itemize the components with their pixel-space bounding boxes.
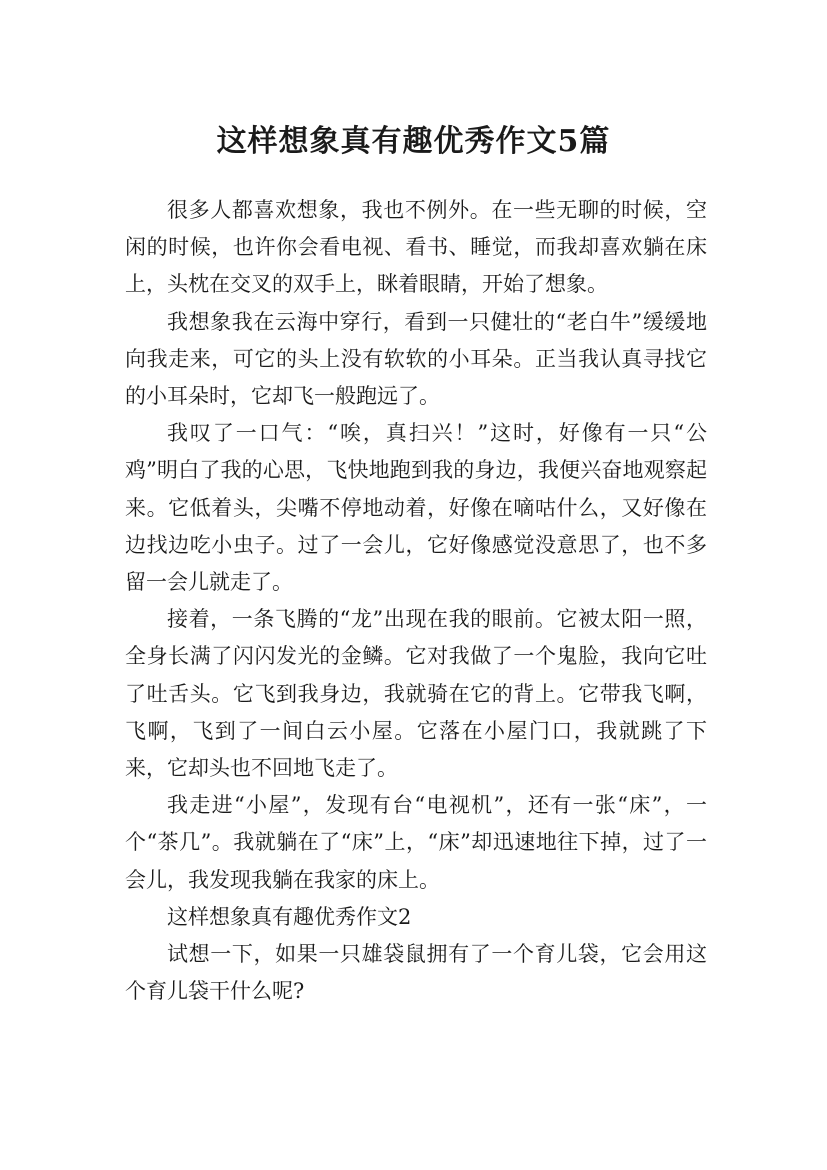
paragraph-1: 很多人都喜欢想象，我也不例外。在一些无聊的时候，空闲的时候，也许你会看电视、看书、睡觉，而我却喜欢躺在床上，头枕在交叉的双手上，眯着眼睛，开始了想象。: [125, 198, 707, 297]
document-body: [125, 192, 707, 1010]
paragraph-6: 试想一下，如果一只雄袋鼠拥有了一个育儿袋，它会用这个育儿袋干什么呢?: [125, 942, 707, 1004]
paragraph-3: 我叹了一口气：“唉，真扫兴！”这时，好像有一只“公鸡”明白了我的心思，飞快地跑到我的身边，我便兴奋地观察起来。它低着头，尖嘴不停地动着，好像在嘀咕什么，又好像在边找边吃小虫子。过了一会儿，它好像感觉没意思了，也不多留一会儿就走了。: [125, 421, 707, 595]
document-title: 这样想象真有趣优秀作文5篇: [216, 124, 611, 160]
paragraph-2: 我想象我在云海中穿行，看到一只健壮的“老白牛”缓缓地向我走来，可它的头上没有软软的小耳朵。正当我认真寻找它的小耳朵时，它却飞一般跑远了。: [125, 309, 707, 409]
paragraph-5: 我走进“小屋”，发现有台“电视机”，还有一张“床”，一个“茶几”。我就躺在了“床”上，“床”却迅速地往下掉，过了一会儿，我发现我躺在我家的床上。: [125, 793, 707, 892]
paragraph-4: 接着，一条飞腾的“龙”出现在我的眼前。它被太阳一照，全身长满了闪闪发光的金鳞。它对我做了一个鬼脸，我向它吐了吐舌头。它飞到我身边，我就骑在它的背上。它带我飞啊，飞啊，飞到了一间白云小屋。它落在小屋门口，我就跳了下来，它却头也不回地飞走了。: [125, 607, 707, 781]
section-heading-2: 这样想象真有趣优秀作文2: [167, 904, 412, 929]
